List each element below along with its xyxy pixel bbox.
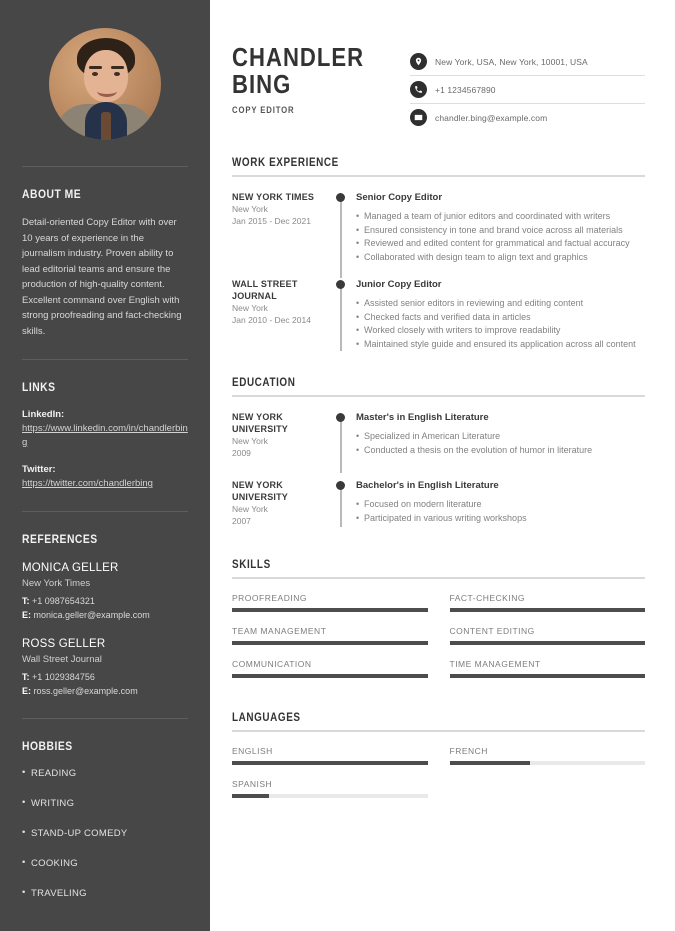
language-bar-fill xyxy=(450,761,530,765)
work-entry-detail xyxy=(350,191,645,264)
hobbies-heading: HOBBIES xyxy=(22,739,73,753)
reference-phone-label: T: xyxy=(22,596,30,606)
link-item-twitter xyxy=(22,463,188,491)
timeline-dot xyxy=(336,481,345,490)
work-experience-section xyxy=(232,157,645,351)
skill-label: PROOFREADING xyxy=(232,593,307,603)
about-section xyxy=(22,187,188,339)
timeline-marker xyxy=(334,191,350,264)
reference-email-value: monica.geller@example.com xyxy=(33,609,150,620)
education-entry-degree: Bachelor's in English Literature xyxy=(356,480,499,491)
timeline-line xyxy=(340,282,342,351)
page-title xyxy=(232,44,364,98)
work-entry-org: WALL STREET JOURNAL xyxy=(232,279,298,301)
reference-name: MONICA GELLER xyxy=(22,562,119,574)
link-url-linkedin[interactable]: https://www.linkedin.com/in/chandlerbing xyxy=(22,423,188,448)
divider xyxy=(232,577,645,579)
reference-name: ROSS GELLER xyxy=(22,638,106,650)
link-item-linkedin xyxy=(22,408,188,450)
contact-address-text: New York, USA, New York, 10001, USA xyxy=(435,56,588,67)
main-content xyxy=(210,0,675,931)
skill-label: CONTENT EDITING xyxy=(449,626,535,636)
work-entry-dates: Jan 2015 - Dec 2021 xyxy=(232,216,311,226)
work-experience-heading: WORK EXPERIENCE xyxy=(232,157,339,169)
timeline-dot xyxy=(336,280,345,289)
hobby-item: • READING xyxy=(22,767,188,781)
education-entry-location: New York xyxy=(232,436,268,446)
skills-heading: SKILLS xyxy=(232,559,271,571)
divider xyxy=(22,359,188,360)
avatar-wrapper xyxy=(22,28,188,140)
avatar xyxy=(49,28,161,140)
work-entry-bullet: • Assisted senior editors in reviewing and editing content xyxy=(356,297,645,311)
location-pin-icon xyxy=(410,53,427,70)
reference-email-label: E: xyxy=(22,609,31,620)
timeline-marker xyxy=(334,411,350,459)
language-label: FRENCH xyxy=(449,746,488,756)
reference-phone xyxy=(22,595,188,609)
language-bar-fill xyxy=(232,761,428,765)
skill-bar-fill xyxy=(232,674,428,678)
timeline-dot xyxy=(336,413,345,422)
skill-bar-fill xyxy=(232,641,428,645)
link-label: LinkedIn: xyxy=(22,409,65,420)
hobby-item: • COOKING xyxy=(22,857,188,871)
about-heading: ABOUT ME xyxy=(22,187,82,201)
skill-item xyxy=(450,593,646,612)
work-entry-meta xyxy=(232,191,334,264)
work-entry-bullet: • Ensured consistency in tone and brand voice across all materials xyxy=(356,224,645,238)
avatar-eye-right xyxy=(114,72,120,76)
contact-phone-text: +1 1234567890 xyxy=(435,84,496,95)
languages-section xyxy=(232,712,645,798)
reference-email xyxy=(22,609,188,623)
reference-email-label: E: xyxy=(22,685,31,696)
work-entry-detail xyxy=(350,278,645,351)
divider xyxy=(22,511,188,512)
avatar-eye-left xyxy=(92,72,98,76)
avatar-brow-left xyxy=(89,66,102,69)
education-entry xyxy=(232,411,645,459)
reference-org: Wall Street Journal xyxy=(22,654,102,665)
link-label: Twitter: xyxy=(22,464,56,475)
timeline-marker xyxy=(334,479,350,527)
education-section xyxy=(232,377,645,527)
reference-email-value: ross.geller@example.com xyxy=(33,685,138,696)
education-entry-meta xyxy=(232,479,334,527)
work-entry-bullet: • Collaborated with design team to align text and graphics xyxy=(356,251,645,265)
work-entry-meta xyxy=(232,278,334,351)
work-entry-org: NEW YORK TIMES xyxy=(232,192,315,202)
work-entry-dates: Jan 2010 - Dec 2014 xyxy=(232,315,311,325)
timeline-line xyxy=(340,195,342,278)
education-entry-meta xyxy=(232,411,334,459)
skill-bar-track xyxy=(232,674,428,678)
education-entry-org: NEW YORK UNIVERSITY xyxy=(232,412,289,434)
reference-phone-value: +1 1029384756 xyxy=(32,672,95,682)
reference-org: New York Times xyxy=(22,578,91,589)
work-entry-bullet: • Maintained style guide and ensured its application across all content xyxy=(356,338,645,352)
hobby-item: • STAND-UP COMEDY xyxy=(22,827,188,841)
divider xyxy=(232,730,645,732)
divider xyxy=(22,718,188,719)
contact-email-text: chandler.bing@example.com xyxy=(435,112,548,123)
work-entry-bullet: • Managed a team of junior editors and coordinated with writers xyxy=(356,210,645,224)
envelope-icon xyxy=(410,109,427,126)
contact-item-phone xyxy=(410,76,645,104)
divider xyxy=(22,166,188,167)
references-heading: REFERENCES xyxy=(22,532,98,546)
timeline-line xyxy=(340,415,342,473)
skill-label: COMMUNICATION xyxy=(232,659,312,669)
language-bar-track xyxy=(450,761,646,765)
language-label: SPANISH xyxy=(232,779,273,789)
work-entry xyxy=(232,278,645,351)
education-entry-bullet: • Conducted a thesis on the evolution of humor in literature xyxy=(356,444,645,458)
job-title: COPY EDITOR xyxy=(232,105,295,115)
skill-bar-track xyxy=(450,674,646,678)
language-item xyxy=(232,779,428,798)
reference-phone-value: +1 0987654321 xyxy=(32,596,95,606)
work-entry-role: Senior Copy Editor xyxy=(356,192,443,203)
contact-item-address xyxy=(410,48,645,76)
timeline-marker xyxy=(334,278,350,351)
avatar-smile xyxy=(97,85,117,97)
language-item xyxy=(232,746,428,765)
language-item xyxy=(450,746,646,765)
reference-phone-label: T: xyxy=(22,672,30,682)
work-entry-bullet: • Worked closely with writers to improve readability xyxy=(356,324,645,338)
avatar-tie xyxy=(101,112,111,140)
work-entry-role: Junior Copy Editor xyxy=(356,279,442,290)
education-entry-detail xyxy=(350,411,645,459)
education-entry-degree: Master's in English Literature xyxy=(356,412,489,423)
skill-item xyxy=(450,626,646,645)
work-entry-bullet: • Checked facts and verified data in articles xyxy=(356,311,645,325)
skill-item xyxy=(450,659,646,678)
timeline-dot xyxy=(336,193,345,202)
language-bar-track xyxy=(232,761,428,765)
education-entry-bullet: • Specialized in American Literature xyxy=(356,430,645,444)
skill-item xyxy=(232,659,428,678)
last-name: BING xyxy=(232,69,292,99)
education-entry xyxy=(232,479,645,527)
divider xyxy=(232,395,645,397)
links-heading: LINKS xyxy=(22,380,56,394)
skill-bar-track xyxy=(232,641,428,645)
link-url-twitter[interactable]: https://twitter.com/chandlerbing xyxy=(22,478,153,489)
phone-icon xyxy=(410,81,427,98)
skill-item xyxy=(232,593,428,612)
reference-item xyxy=(22,560,188,622)
education-entry-location: New York xyxy=(232,504,268,514)
education-heading: EDUCATION xyxy=(232,377,296,389)
reference-item xyxy=(22,636,188,698)
languages-heading: LANGUAGES xyxy=(232,712,301,724)
skill-bar-fill xyxy=(450,608,646,612)
hobby-item: • WRITING xyxy=(22,797,188,811)
education-entry-detail xyxy=(350,479,645,527)
education-entry-dates: 2009 xyxy=(232,448,251,458)
contact-item-email xyxy=(410,104,645,131)
work-entry-location: New York xyxy=(232,303,268,313)
hobbies-section xyxy=(22,739,188,901)
about-text: Detail-oriented Copy Editor with over 10 years of experience in the journalism industry. Proven ability to lead editorial teams and ensure the production of high-quality content. Excellent command over English with strong proofreading and fact-checking skills. xyxy=(22,217,182,337)
language-bar-fill xyxy=(232,794,269,798)
skill-bar-fill xyxy=(450,641,646,645)
links-section xyxy=(22,380,188,491)
skill-bar-fill xyxy=(450,674,646,678)
reference-phone xyxy=(22,671,188,685)
work-entry-bullet: • Reviewed and edited content for grammatical and factual accuracy xyxy=(356,237,645,251)
education-entry-bullet: • Focused on modern literature xyxy=(356,498,645,512)
languages-grid xyxy=(232,746,645,798)
skill-label: TEAM MANAGEMENT xyxy=(232,626,327,636)
skill-bar-track xyxy=(232,608,428,612)
skill-bar-track xyxy=(450,608,646,612)
header xyxy=(232,44,645,131)
skill-bar-fill xyxy=(232,608,428,612)
first-name: CHANDLER xyxy=(232,42,365,72)
skills-grid xyxy=(232,593,645,678)
skill-label: FACT-CHECKING xyxy=(449,593,525,603)
skill-label: TIME MANAGEMENT xyxy=(449,659,541,669)
hobby-item: • TRAVELING xyxy=(22,887,188,901)
references-section xyxy=(22,532,188,698)
contact-list xyxy=(410,48,645,131)
divider xyxy=(232,175,645,177)
education-entry-org: NEW YORK UNIVERSITY xyxy=(232,480,289,502)
name-block xyxy=(232,44,387,115)
skills-section xyxy=(232,559,645,678)
education-entry-dates: 2007 xyxy=(232,516,251,526)
skill-bar-track xyxy=(450,641,646,645)
language-label: ENGLISH xyxy=(232,746,273,756)
skill-item xyxy=(232,626,428,645)
education-entry-bullet: • Participated in various writing workshops xyxy=(356,512,645,526)
work-entry xyxy=(232,191,645,264)
avatar-brow-right xyxy=(111,66,124,69)
reference-email xyxy=(22,685,188,699)
sidebar xyxy=(0,0,210,931)
work-entry-location: New York xyxy=(232,204,268,214)
language-bar-track xyxy=(232,794,428,798)
